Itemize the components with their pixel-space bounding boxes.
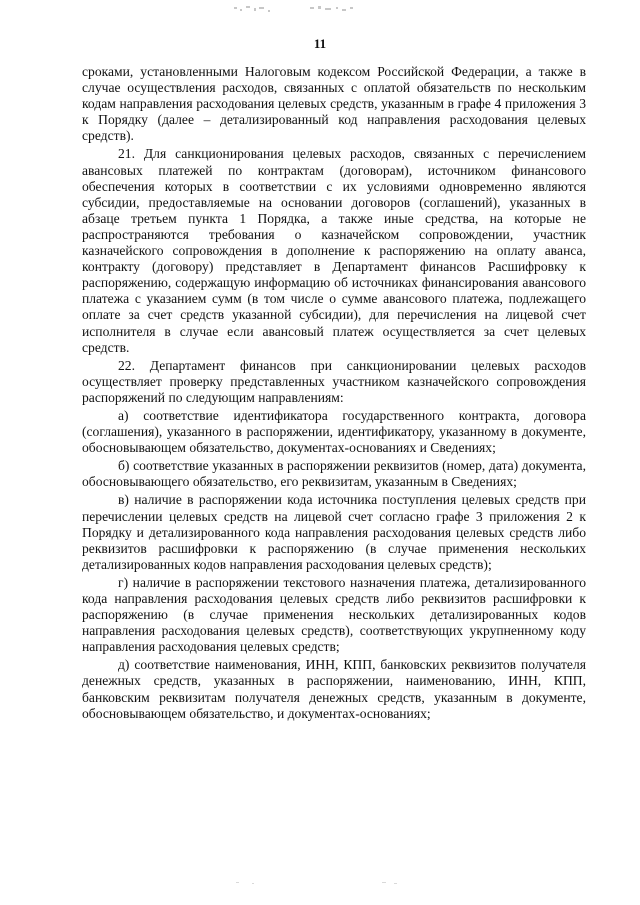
scan-artifact-bottom <box>232 879 412 887</box>
subitem-a: а) соответствие идентификатора государственного контракта, договора (соглашения), указанного в распоряжении, идентификатору, указанному в документе, обосновывающем обязательство, документах-основаниях и Сведениях; <box>82 407 586 456</box>
paragraph-item-22: 22. Департамент финансов при санкционировании целевых расходов осуществляет проверку представленных участником казначейского сопровождения распоряжений по следующим направлениям: <box>82 357 586 405</box>
document-body <box>82 64 586 724</box>
subitem-b: б) соответствие указанных в распоряжении реквизитов (номер, дата) документа, обосновывающего обязательство, его реквизитам, указанным в Сведениях; <box>82 458 586 490</box>
subitem-d: д) соответствие наименования, ИНН, КПП, банковских реквизитов получателя денежных средств, указанных в распоряжении, наименованию, ИНН, КПП, банковским реквизитам получателя денежных средств, указанным в документе, обосновывающем обязательство, и документах-основаниях; <box>82 657 586 721</box>
scan-artifact <box>228 4 378 14</box>
subitem-v: в) наличие в распоряжении кода источника поступления целевых средств при перечислении целевых средств на лицевой счет согласно графе 3 приложения 2 к Порядку и детализированного кода направления расходования целевых средств либо реквизитов расшифровки к распоряжению (в случае применения нескольких детализированных кодов направления расходования целевых средств); <box>82 492 586 572</box>
paragraph-item-21: 21. Для санкционирования целевых расходов, связанных с перечислением авансовых платежей по контрактам (договорам), источником финансового обеспечения которых в соответствии с их условиями одновременно являются субсидии, предоставляемые на основании договоров (соглашений), указанных в абзаце третьем пункта 1 Порядка, а также иные средства, на которые не распространяются требования о казначейском сопровождении, участник казначейского сопровождения в дополнение к распоряжению на оплату аванса, контракту (договору) представляет в Департамент финансов Расшифровку к распоряжению, содержащую информацию об источниках финансирования авансового платежа с указанием сумм (в том числе о сумме авансового платежа, подлежащего оплате за счет средств указанной субсидии), для перечисления на лицевой счет исполнителя в случае если авансовый платеж осуществляется за счет целевых средств. <box>82 146 586 355</box>
paragraph-continuation: сроками, установленными Налоговым кодексом Российской Федерации, а также в случае осуществления расходов, связанных с оплатой обязательств по нескольким кодам направления расходования целевых средств, указанным в графе 4 приложения 3 к Порядку (далее – детализированный код направления расходования целевых средств). <box>82 64 586 144</box>
page-number: 11 <box>313 36 327 51</box>
subitem-g: г) наличие в распоряжении текстового назначения платежа, детализированного кода направления расходования целевых средств либо реквизитов расшифровки к распоряжению (в случае применения нескольких детализированных кодов направления расходования целевых средств), соответствующих укрупненному коду направления расходования целевых средств; <box>82 574 586 655</box>
